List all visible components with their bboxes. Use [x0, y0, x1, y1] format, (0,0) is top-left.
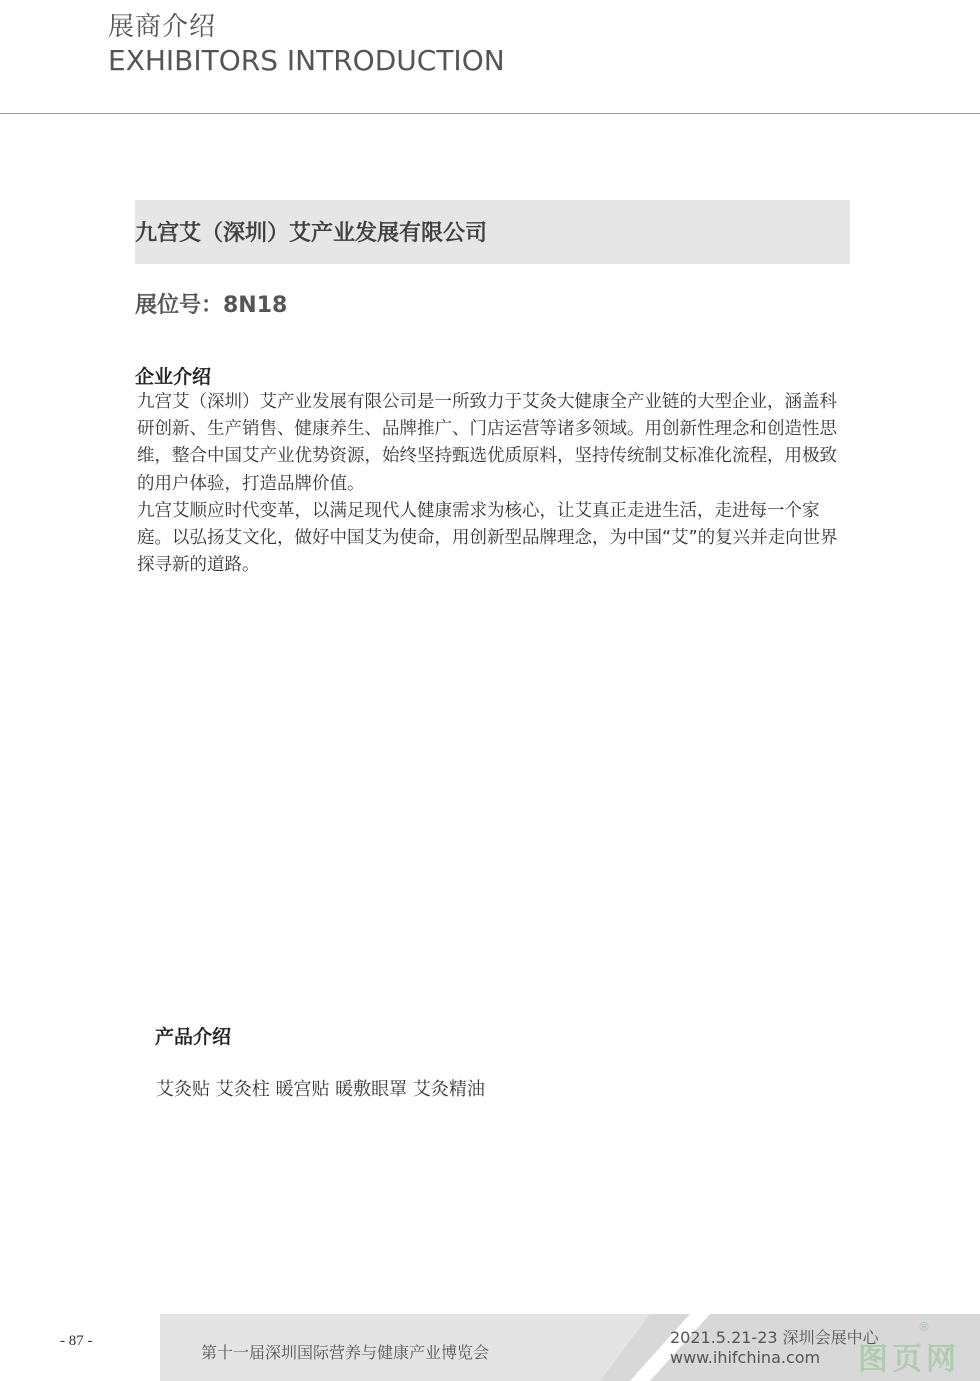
page-number: - 87 -: [60, 1333, 93, 1349]
intro-paragraph: 九宫艾顺应时代变革，以满足现代人健康需求为核心，让艾真正走进生活，走进每一个家庭。以弘扬艾文化，做好中国艾为使命，用创新型品牌理念，为中国“艾”的复兴并走向世界探寻新的道路。: [137, 500, 838, 576]
header-divider: [0, 113, 980, 114]
intro-body: [137, 389, 853, 579]
booth-number: 展位号：8N18: [135, 293, 288, 318]
intro-paragraph: 九宫艾（深圳）艾产业发展有限公司是一所致力于艾灸大健康全产业链的大型企业，涵盖科研创新、生产销售、健康养生、品牌推广、门店运营等诸多领域。用创新性理念和创造性思维，整合中国艾产业优势资源，始终坚持甄选优质原料，坚持传统制艾标准化流程，用极致的用户体验，打造品牌价值。: [137, 392, 837, 494]
company-name: 九宫艾（深圳）艾产业发展有限公司: [135, 221, 488, 246]
watermark-registered-mark: ®: [918, 1320, 930, 1334]
watermark-logo: 图页网: [858, 1342, 960, 1377]
header-title-en: EXHIBITORS INTRODUCTION: [108, 44, 505, 77]
header-title-cn: 展商介绍: [108, 12, 217, 42]
products-heading: 产品介绍: [155, 1026, 232, 1048]
products-list: 艾灸贴 艾灸柱 暖宫贴 暖敷眼罩 艾灸精油: [156, 1079, 485, 1100]
footer-date-venue: 2021.5.21-23 深圳会展中心: [670, 1328, 879, 1347]
company-name-bar: [135, 200, 850, 264]
footer-url: www.ihifchina.com: [670, 1348, 821, 1367]
footer-expo-name: 第十一届深圳国际营养与健康产业博览会: [201, 1343, 490, 1362]
intro-heading: 企业介绍: [135, 366, 212, 388]
